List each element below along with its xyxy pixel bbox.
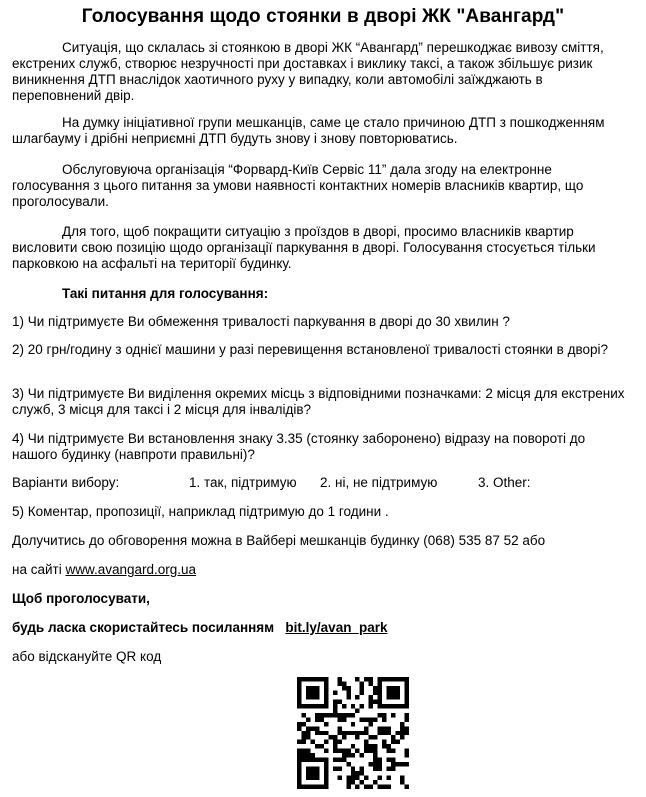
viber-line: Долучитись до обговорення можна в Вайбері мешканців будинку (068) 535 87 52 або xyxy=(12,533,546,548)
site-link[interactable]: www.avangard.org.ua xyxy=(65,562,197,577)
option-no: 2. ні, не підтримую xyxy=(320,475,438,490)
paragraph-initiative: На думку ініціативної групи мешканців, саме це стало причиною ДТП з пошкодженням шлагбауму і дрібні неприємні ДТП будуть знову і знову повторюватись. xyxy=(12,115,605,146)
site-line xyxy=(12,562,632,578)
comment-line: 5) Коментар, пропозиції, наприклад підтримую до 1 години . xyxy=(12,504,389,519)
site-prefix: на сайті xyxy=(12,562,62,577)
questions-header: Такі питання для голосування: xyxy=(62,286,269,301)
vote-instruction-2 xyxy=(12,620,632,636)
qr-modules xyxy=(297,677,409,789)
vote-instruction-1: Щоб проголосувати, xyxy=(12,591,150,606)
qr-caption: або відскануйте QR код xyxy=(12,649,162,664)
question-3: 3) Чи підтримуєте Ви виділення окремих місць з відповідними позначками: 2 місця для екстрених служб, 3 місця для таксі і 2 місця для інвалідів? xyxy=(12,386,625,417)
paragraph-situation: Ситуація, що склалась зі стоянкою в дворі ЖК “Авангард” перешкоджає вивозу сміття, екстрених служб, створює незручності при доставках і виклику таксі, а також збільшує ризик виникнення ДТП внаслідок хаотичного руху у випадку, коли автомобілі заїжджають в переповнений двір. xyxy=(12,40,604,103)
question-1: 1) Чи підтримуєте Ви обмеження тривалості паркування в дворі до 30 хвилин ? xyxy=(12,314,510,329)
options-label: Варіанти вибору: xyxy=(12,475,120,490)
qr-code[interactable] xyxy=(297,677,409,797)
option-yes: 1. так, підтримую xyxy=(189,475,297,490)
vote-link[interactable]: bit.ly/avan_park xyxy=(285,620,388,635)
question-2: 2) 20 грн/годину з однієї машини у разі перевищення встановленої тривалості стоянки в дворі? xyxy=(12,342,609,357)
page-title: Голосування щодо стоянки в дворі ЖК "Авангард" xyxy=(81,6,565,27)
paragraph-organization: Обслуговуюча організація “Форвард-Київ Сервіс 11” дала згоду на електронне голосування з цього питання за умови наявності контактних номерів власників квартир, що проголосували. xyxy=(12,162,584,209)
paragraph-request: Для того, щоб покращити ситуацію з проїздов в дворі, просимо власників квартир висловити свою позицію щодо організації паркування в дворі. Голосування стосується тільки парковкою на асфальті на території будинку. xyxy=(12,224,596,271)
vote-instruction-text: будь ласка скористайтесь посиланням xyxy=(12,620,275,635)
qr-code-icon xyxy=(297,677,409,789)
vote-options xyxy=(12,475,632,491)
question-4: 4) Чи підтримуєте Ви встановлення знаку 3.35 (стоянку заборонено) відразу на повороті до нашого будинку (навпроти правильні)? xyxy=(12,431,586,462)
option-other: 3. Other: xyxy=(478,475,531,490)
